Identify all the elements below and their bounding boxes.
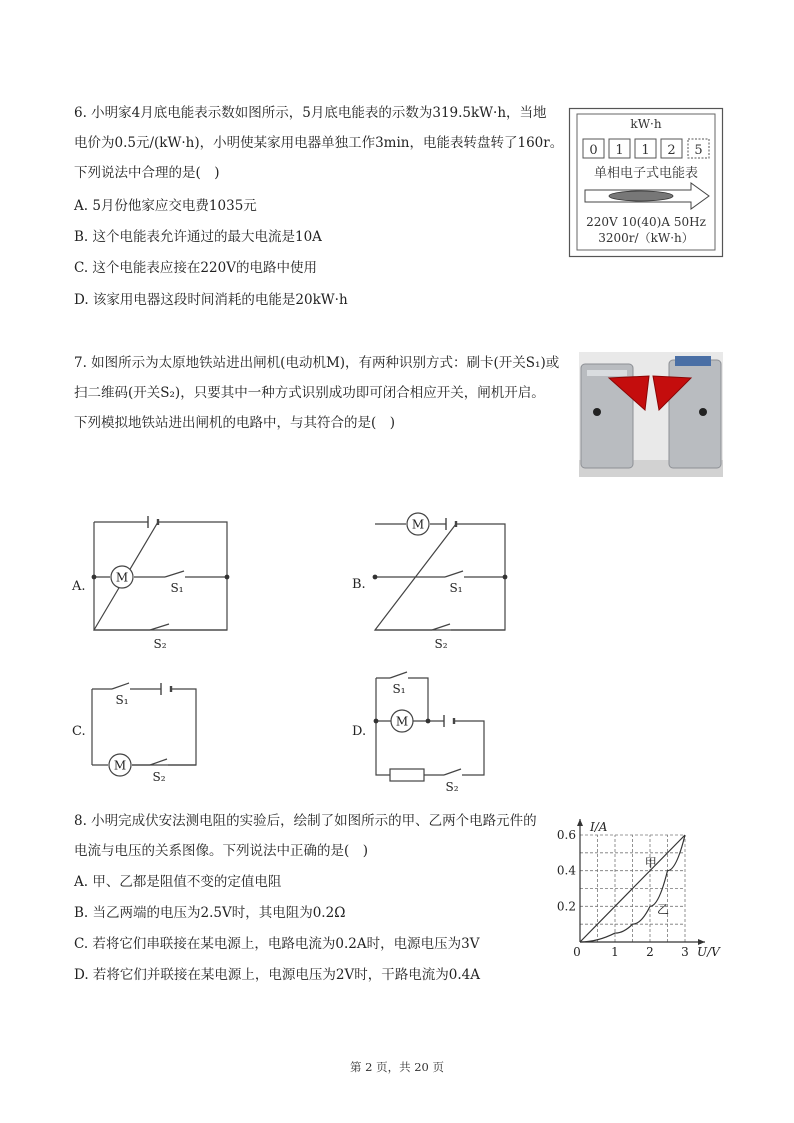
q8-option-b: B. 当乙两端的电压为2.5V时，其电阻为0.2Ω (74, 905, 346, 921)
q7-stem-line-3: 下列模拟地铁站进出闸机的电路中，与其符合的是( ) (74, 415, 396, 431)
y-tick-label: 0.2 (556, 899, 576, 914)
q7-stem-line-1: 7. 如图所示为太原地铁站进出闸机(电动机M)，有两种识别方式：刷卡(开关S₁)或 (74, 355, 560, 371)
svg-text:M: M (115, 570, 129, 585)
y-axis-arrow (577, 819, 583, 826)
q8-option-d: D. 若将它们并联接在某电源上，电源电压为2V时，干路电流为0.4A (74, 967, 480, 983)
chart-labels (557, 820, 721, 959)
meter-unit: kW·h (630, 117, 662, 131)
switch-label-d-s2: S₂ (445, 780, 459, 794)
q7-stem-line-2: 扫二维码(开关S₂)，只要其中一种方式识别成功即可闭合相应开关，闸机开启。 (74, 385, 545, 401)
q6-stem-line-1: 6. 小明家4月底电能表示数如图所示，5月底电能表的示数为319.5kW·h，当地 (74, 105, 547, 121)
x-tick-label: 0 (573, 945, 581, 959)
meter-digit-2: 1 (615, 143, 624, 158)
circuit-label-c: C. (72, 724, 86, 739)
motor-d-icon (391, 710, 413, 732)
series-label-yi: 乙 (657, 902, 670, 917)
q8-stem-line-1: 8. 小明完成伏安法测电阻的实验后，绘制了如图所示的甲、乙两个电路元件的 (74, 813, 537, 829)
circuit-label-a: A. (72, 579, 86, 594)
circuit-label-d: D. (352, 724, 367, 739)
q8-option-c: C. 若将它们串联接在某电源上，电路电流为0.2A时，电源电压为3V (74, 936, 480, 952)
circuit-label-b: B. (352, 577, 366, 592)
q6-stem-line-2: 电价为0.5元/(kW·h)，小明使某家用电器单独工作3min，电能表转盘转了160r。 (74, 135, 564, 151)
q8-option-a: A. 甲、乙都是阻值不变的定值电阻 (74, 874, 282, 890)
y-axis-label: I/A (590, 820, 608, 834)
svg-text:M: M (395, 714, 409, 729)
q6-option-c: C. 这个电能表应接在220V的电路中使用 (74, 260, 317, 276)
switch-label-a-s2: S₂ (153, 637, 167, 651)
meter-spec: 220V 10(40)A 50Hz (586, 215, 706, 229)
motor-a-icon (111, 566, 133, 588)
iu-graph (552, 808, 722, 958)
meter-digits (583, 139, 709, 158)
switch-label-d-s1: S₁ (392, 682, 406, 696)
meter-digit-3: 1 (641, 143, 650, 158)
q6-option-d: D. 该家用电器这段时间消耗的电能是20kW·h (74, 292, 348, 308)
svg-text:M: M (113, 758, 127, 773)
switch-label-c-s1: S₁ (115, 693, 129, 707)
motor-c-icon (109, 754, 131, 776)
x-tick-label: 3 (681, 945, 689, 959)
meter-rev: 3200r/（kW·h） (598, 231, 694, 245)
meter-digit-1: 0 (589, 143, 598, 158)
turnstile-photo (579, 352, 723, 477)
motor-b-icon (407, 513, 429, 535)
x-tick-label: 1 (611, 945, 619, 959)
x-axis-label: U/V (697, 945, 720, 959)
series-label-jia: 甲 (644, 856, 657, 871)
switch-label-b-s2: S₂ (434, 637, 448, 651)
q6-option-a: A. 5月份他家应交电费1035元 (74, 198, 257, 214)
svg-text:M: M (411, 517, 425, 532)
meter-digit-4: 2 (667, 143, 676, 158)
y-tick-label: 0.4 (556, 863, 576, 878)
switch-label-b-s1: S₁ (449, 581, 463, 595)
circuit-diagrams (60, 505, 510, 795)
x-tick-label: 2 (646, 945, 654, 959)
q6-stem-line-3: 下列说法中合理的是( ) (74, 165, 220, 181)
y-tick-label: 0.6 (556, 828, 576, 842)
page-footer: 第 2 页，共 20 页 (349, 1060, 445, 1074)
electric-meter-figure (569, 108, 723, 257)
meter-digit-5: 5 (694, 143, 703, 158)
meter-name: 单相电子式电能表 (593, 166, 699, 181)
switch-label-a-s1: S₁ (170, 581, 184, 595)
switch-label-c-s2: S₂ (152, 770, 166, 784)
q6-option-b: B. 这个电能表允许通过的最大电流是10A (74, 229, 322, 245)
q8-stem-line-2: 电流与电压的关系图像。下列说法中正确的是( ) (74, 843, 369, 859)
